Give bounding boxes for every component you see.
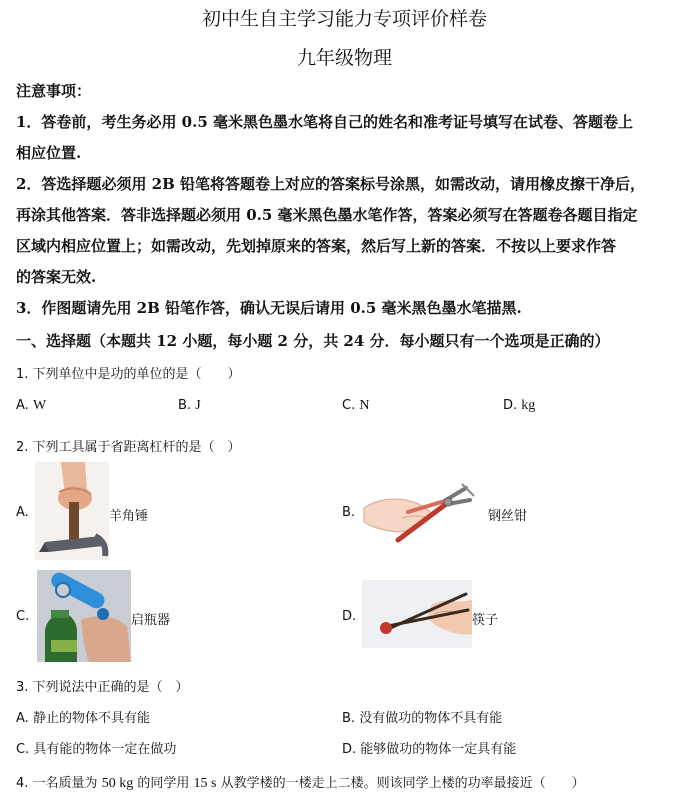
q3-option-d[interactable] [342, 738, 516, 757]
stem-text: 的同学用 [137, 776, 190, 791]
exam-subtitle: 九年级物理 [296, 47, 392, 69]
q3-option-b[interactable] [342, 707, 502, 726]
note-line: 2．答选择题必须用 2B 铅笔将答题卷上对应的答案标号涂黑，如需改动，请用橡皮擦干净后， [16, 175, 646, 193]
q2-option-c-label[interactable]: 启瓶器 [131, 613, 171, 628]
q1-option-c[interactable] [342, 398, 369, 414]
chopsticks-icon [362, 580, 472, 648]
q1-option-d[interactable] [503, 398, 535, 414]
option-text: 没有做功的物体不具有能 [359, 711, 503, 726]
option-letter: B. [342, 711, 356, 726]
q1-option-b[interactable] [178, 398, 201, 414]
option-text: 能够做功的物体一定具有能 [360, 742, 517, 757]
option-text: 静止的物体不具有能 [32, 711, 150, 726]
note-3 [16, 293, 676, 324]
section-heading: 一、选择题（本题共 12 小题，每小题 2 分，共 24 分．每小题只有一个选项是正确的） [16, 332, 610, 350]
stem-text: 从教学楼的一楼走上二楼。则该同学上楼的功率最接近（ ） [220, 776, 585, 791]
option-letter: A. [16, 711, 29, 726]
notes-heading: 注意事项： [16, 82, 92, 100]
claw-hammer-icon [35, 462, 109, 560]
option-text: J [195, 398, 201, 413]
question-4-stem [16, 772, 684, 792]
q1-option-a[interactable] [16, 398, 46, 414]
note-1 [16, 107, 676, 169]
q3-option-c[interactable] [16, 738, 176, 757]
q2-option-b-letter[interactable]: B. [342, 505, 356, 520]
option-letter: D. [503, 398, 518, 413]
q2-option-a-letter[interactable]: A. [16, 505, 29, 520]
option-letter: A. [16, 398, 29, 413]
option-text: W [32, 398, 47, 413]
note-line: 的答案无效. [16, 268, 97, 286]
question-1-stem: 1. 下列单位中是功的单位的是（ ） [16, 367, 241, 382]
note-line: 3．作图题请先用 2B 铅笔作答，确认无误后请用 0.5 毫米黑色墨水笔描黑. [16, 299, 522, 317]
option-letter: D. [342, 742, 357, 757]
option-letter: C. [16, 742, 30, 757]
q2-option-a-label[interactable]: 羊角锤 [109, 509, 149, 524]
mass-value: 50 kg [101, 776, 134, 791]
time-value: 15 s [193, 776, 217, 791]
question-2-stem: 2. 下列工具属于省距离杠杆的是（ ） [16, 440, 241, 455]
question-3-stem: 3. 下列说法中正确的是（ ） [16, 680, 189, 695]
q2-option-c-letter[interactable]: C. [16, 609, 30, 624]
stem-text: 4. 一名质量为 [16, 776, 98, 791]
note-line: 相应位置. [16, 144, 82, 162]
option-text: kg [521, 398, 536, 413]
note-line: 区域内相应位置上；如需改动，先划掉原来的答案，然后写上新的答案．不按以上要求作答 [16, 237, 617, 255]
note-line: 再涂其他答案．答非选择题必须用 0.5 毫米黑色墨水笔作答，答案必须写在答题卷各题目指定 [16, 206, 638, 224]
pliers-icon [362, 478, 480, 546]
bottle-opener-icon [37, 570, 131, 662]
option-letter: B. [178, 398, 192, 413]
option-text: N [359, 398, 370, 413]
q3-option-a[interactable] [16, 707, 150, 726]
q2-option-d-letter[interactable]: D. [342, 609, 357, 624]
option-text: 具有能的物体一定在做功 [33, 742, 177, 757]
note-line: 1．答卷前，考生务必用 0.5 毫米黑色墨水笔将自己的姓名和准考证号填写在试卷、答题卷上 [16, 113, 633, 131]
exam-title: 初中生自主学习能力专项评价样卷 [201, 8, 487, 30]
option-letter: C. [342, 398, 356, 413]
q2-option-d-label[interactable]: 筷子 [472, 613, 499, 628]
note-2 [16, 169, 676, 293]
q2-option-b-label[interactable]: 钢丝钳 [488, 509, 528, 524]
